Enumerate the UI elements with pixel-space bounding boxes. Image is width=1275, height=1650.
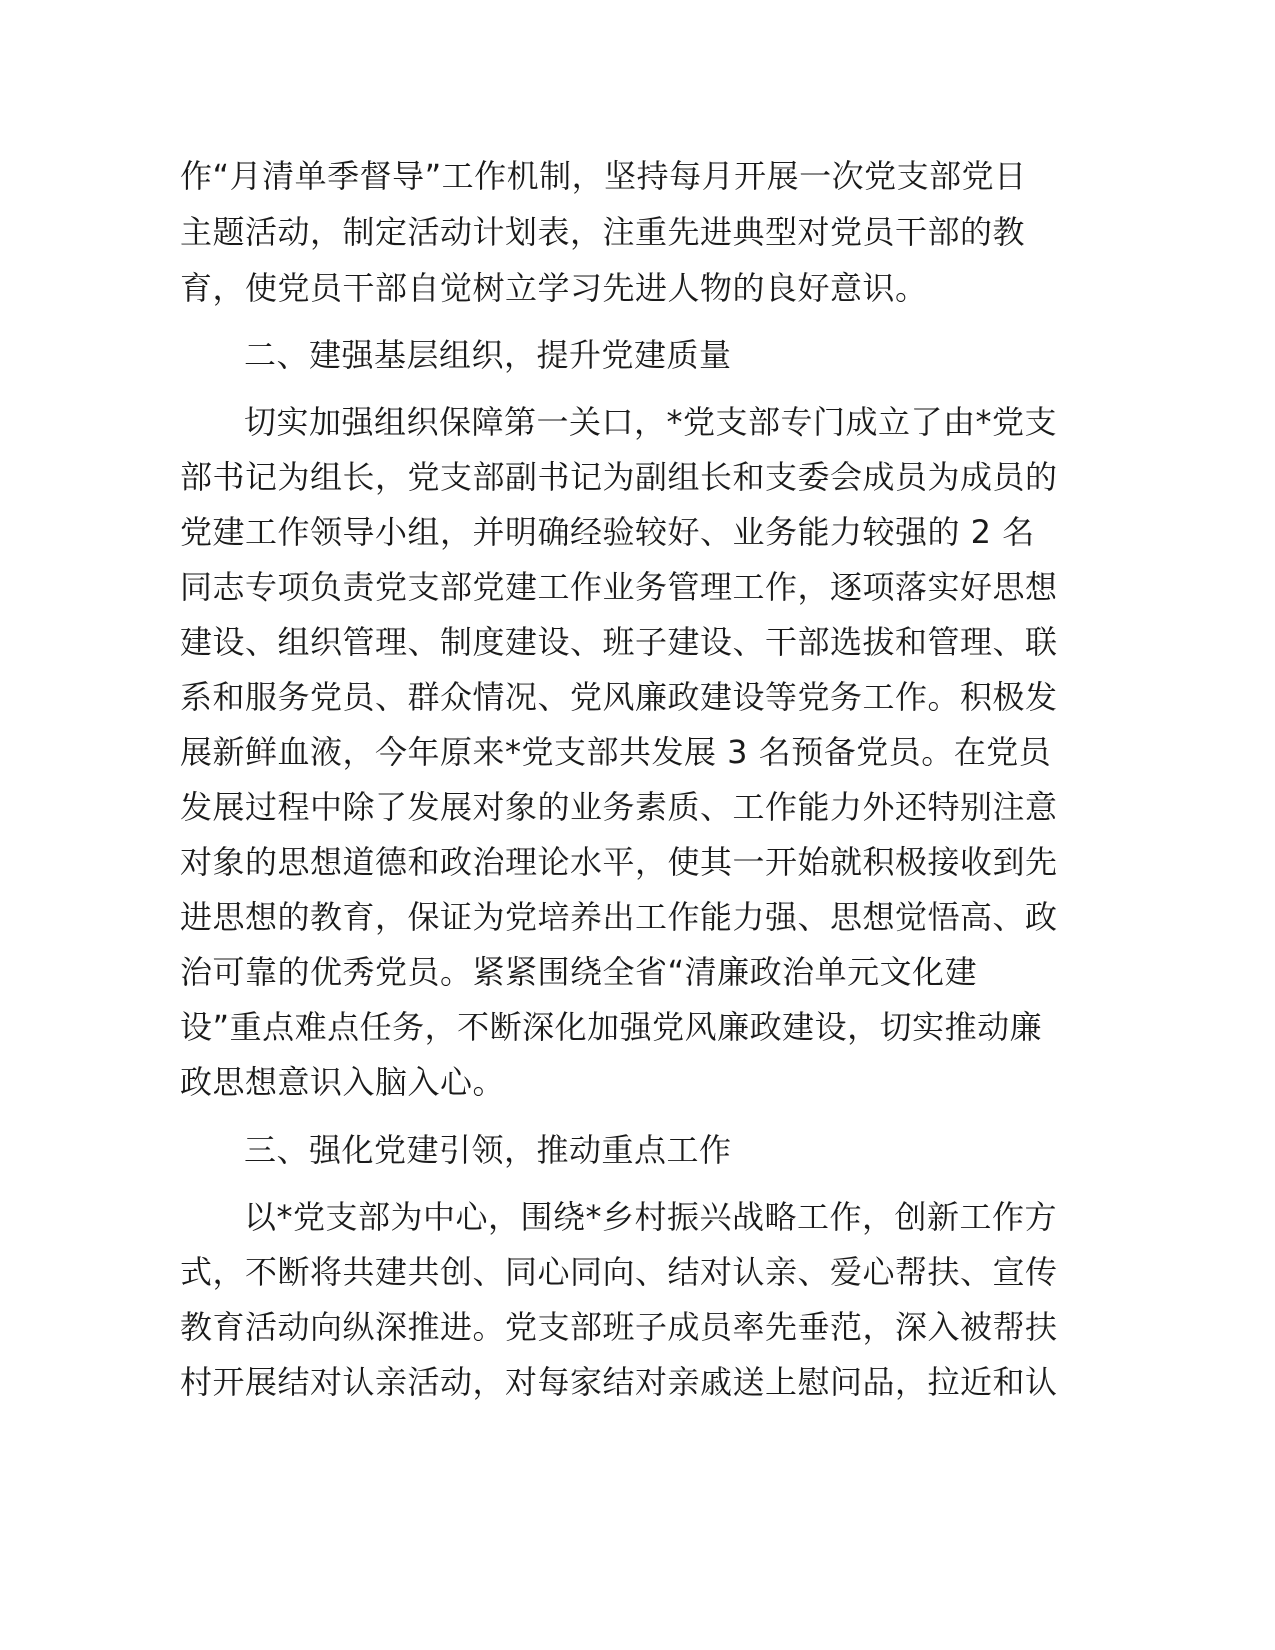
body-text-line: 式，不断将共建共创、同心同向、结对认亲、爱心帮扶、宣传 bbox=[180, 1253, 1058, 1291]
body-text-line: 教育活动向纵深推进。党支部班子成员率先垂范，深入被帮扶 bbox=[180, 1308, 1058, 1346]
body-text-line: 党建工作领导小组，并明确经验较好、业务能力较强的 2 名 bbox=[180, 513, 1035, 551]
section-heading: 三、强化党建引领，推动重点工作 bbox=[244, 1131, 732, 1169]
body-text-line: 部书记为组长，党支部副书记为副组长和支委会成员为成员的 bbox=[180, 458, 1058, 496]
body-text-line: 治可靠的优秀党员。紧紧围绕全省“清廉政治单元文化建 bbox=[180, 953, 978, 991]
body-text-line: 政思想意识入脑入心。 bbox=[180, 1063, 506, 1101]
body-text-line: 主题活动，制定活动计划表，注重先进典型对党员干部的教 bbox=[180, 213, 1026, 251]
body-text-line: 育，使党员干部自觉树立学习先进人物的良好意识。 bbox=[180, 269, 928, 307]
body-text-line: 同志专项负责党支部党建工作业务管理工作，逐项落实好思想 bbox=[180, 568, 1058, 606]
section-heading: 二、建强基层组织，提升党建质量 bbox=[244, 336, 732, 374]
body-text-line: 村开展结对认亲活动，对每家结对亲戚送上慰问品，拉近和认 bbox=[180, 1363, 1058, 1401]
body-text-line: 建设、组织管理、制度建设、班子建设、干部选拔和管理、联 bbox=[180, 623, 1058, 661]
body-text-line: 展新鲜血液，今年原来*党支部共发展 3 名预备党员。在党员 bbox=[180, 733, 1052, 771]
body-text-line: 作“月清单季督导”工作机制，坚持每月开展一次党支部党日 bbox=[180, 157, 1027, 195]
body-text-line: 切实加强组织保障第一关口，*党支部专门成立了由*党支 bbox=[244, 403, 1058, 441]
body-text-line: 设”重点难点任务，不断深化加强党风廉政建设，切实推动廉 bbox=[180, 1008, 1043, 1046]
body-text-line: 对象的思想道德和政治理论水平，使其一开始就积极接收到先 bbox=[180, 843, 1058, 881]
body-text-line: 以*党支部为中心，围绕*乡村振兴战略工作，创新工作方 bbox=[244, 1198, 1058, 1236]
body-text-line: 系和服务党员、群众情况、党风廉政建设等党务工作。积极发 bbox=[180, 678, 1058, 716]
body-text-line: 发展过程中除了发展对象的业务素质、工作能力外还特别注意 bbox=[180, 788, 1058, 826]
body-text-line: 进思想的教育，保证为党培养出工作能力强、思想觉悟高、政 bbox=[180, 898, 1058, 936]
